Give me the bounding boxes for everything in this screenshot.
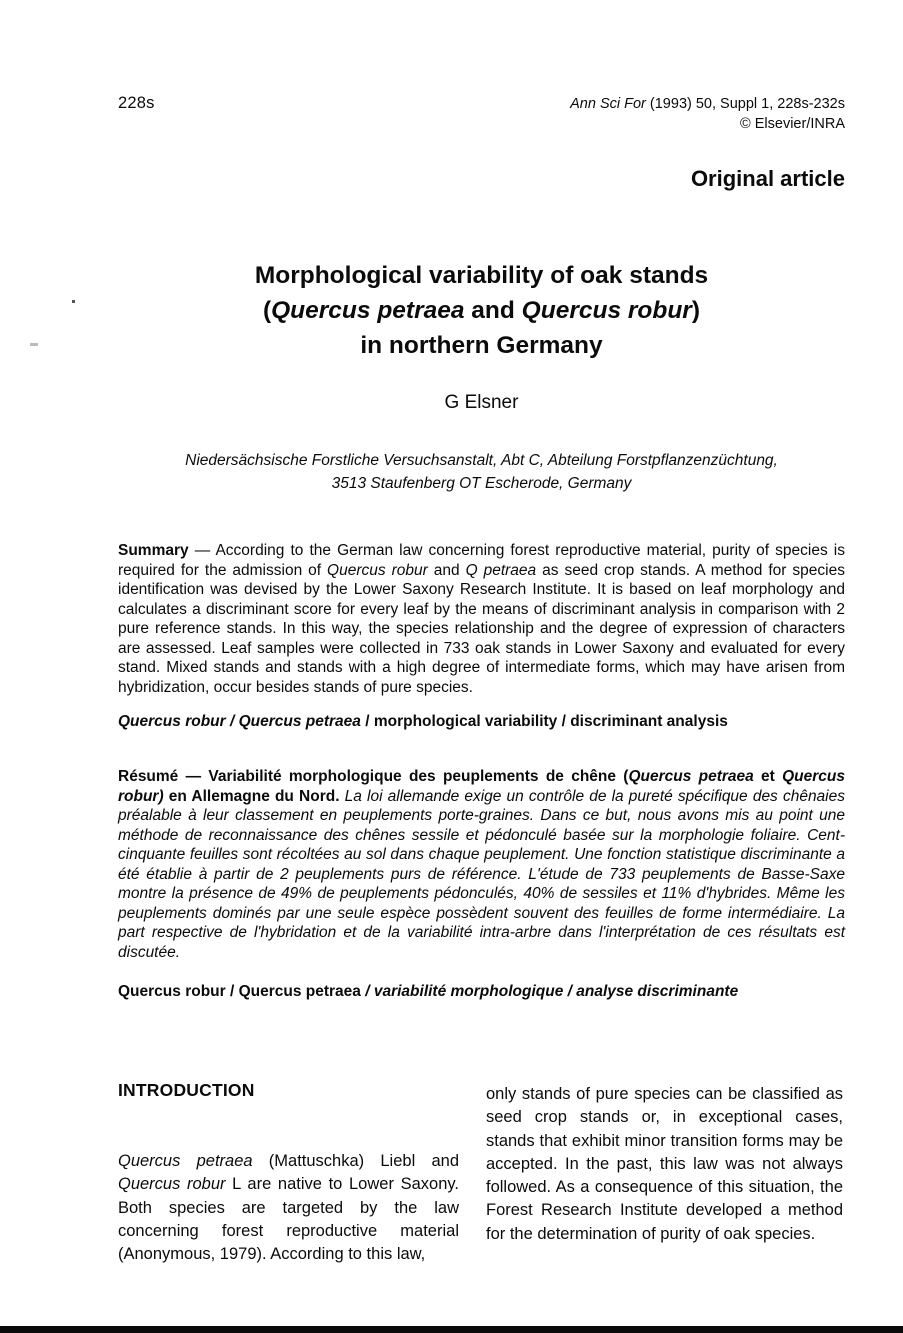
page-number: 228s: [118, 94, 155, 112]
article-title: [89, 258, 874, 363]
summary-paragraph: Summary — According to the German law concerning forest reproductive material, purity of species is required for the admission of Quercus robur and Q petraea as seed crop stands. A method for species identification was devised by the Lower Saxony Research Institute. It is based on leaf morphology and calculates a discriminant score for every leaf by the means of discriminant analysis in comparison with 2 pure reference stands. In this way, the species relationship and the degree of expression of characters are assessed. Leaf samples were collected in 733 oak stands in Lower Saxony and evaluated for every stand. Mixed stands and stands with a high degree of intermediate forms, which may have arisen from hybridization, occur besides stands of pure species.: [118, 542, 845, 696]
affiliation-line2: 3513 Staufenberg OT Escherode, Germany: [331, 474, 632, 492]
intro-column-left: Quercus petraea (Mattuschka) Liebl and Quercus robur L are native to Lower Saxony. Both species are targeted by the law concerning forest reproductive material (Anonymous, 1979). According to this law,: [118, 1152, 459, 1264]
intro-column-right: only stands of pure species can be classified as seed crop stands or, in exceptional cases, stands that exhibit minor transition forms may be accepted. In the past, this law was not always followed. As a consequence of this situation, the Forest Research Institute developed a method for the determination of purity of oak species.: [486, 1085, 843, 1243]
section-heading-introduction: INTRODUCTION: [118, 1080, 255, 1100]
scan-speck: [30, 343, 38, 346]
journal-issue: (1993) 50, Suppl 1, 228s-232s: [645, 96, 845, 112]
scan-speck: [72, 300, 75, 303]
journal-name: Ann Sci For: [570, 96, 646, 112]
resume-paragraph: Résumé — Variabilité morphologique des peuplements de chêne (Quercus petraea et Quercus robur) en Allemagne du Nord. La loi allemande exige un contrôle de la pureté spécifique des chênaies préalable à leur classement en peuplements porte-graines. Dans ce but, nous avons mis au point une méthode de reconnaissance des chênes sessile et pédonculé basée sur la morphologie foliaire. Cent-cinquante feuilles sont récoltées au sol dans chaque peuplement. Une fonction statistique discriminante a été établie à partir de 2 peuplements purs de référence. L'étude de 733 peuplements de Basse-Saxe montre la présence de 49% de peuplements pédonculés, 40% de sessiles et 11% d'hybrides. Même les peuplements dominés par une seule espèce possèdent souvent des feuilles de forme intermédiaire. La part respective de l'hybridation et de la variabilité intra-arbre dans l'interprétation de ces résultats est discutée.: [118, 768, 845, 961]
affiliation-line1: Niedersächsische Forstliche Versuchsanstalt, Abt C, Abteilung Forstpflanzenzüchtung,: [185, 452, 778, 469]
keywords-french: Quercus robur / Quercus petraea / variabilité morphologique / analyse discriminante: [118, 983, 739, 1000]
article-title-line3: in northern Germany: [360, 332, 603, 359]
scan-edge-bar: [0, 1326, 903, 1333]
journal-reference: [570, 94, 845, 114]
article-type-label: Original article: [690, 166, 845, 191]
article-title-line2: (Quercus petraea and Quercus robur): [262, 297, 701, 324]
page-header: [118, 94, 845, 134]
author-name: G Elsner: [444, 392, 519, 413]
keywords-english: Quercus robur / Quercus petraea / morphological variability / discriminant analysis: [118, 713, 728, 730]
article-title-line1: Morphological variability of oak stands: [254, 262, 709, 289]
copyright-line: © Elsevier/INRA: [740, 116, 845, 132]
affiliation: [89, 450, 874, 495]
journal-reference-block: [570, 94, 845, 134]
